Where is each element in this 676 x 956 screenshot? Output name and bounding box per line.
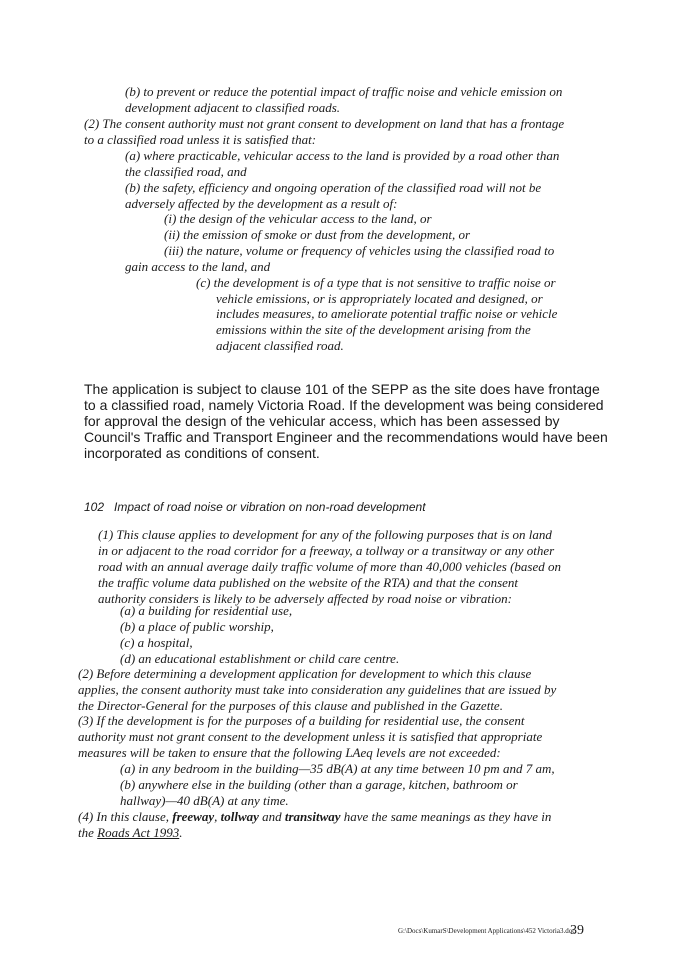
- clause101-p2a-line2: the classified road, and: [125, 164, 247, 179]
- clause101-b-line1: (b) to prevent or reduce the potential impact of traffic noise and vehicle emission on: [125, 84, 563, 99]
- clause101-p2c-line5: adjacent classified road.: [216, 338, 344, 353]
- term-transitway: transitway: [284, 809, 341, 824]
- clause101-p2a-line1: (a) where practicable, vehicular access to the land is provided by a road other than: [125, 148, 560, 163]
- p4-sep2: and: [258, 809, 285, 824]
- p4-post: have the same meanings as they have in: [340, 809, 552, 824]
- p4-line2-post: .: [179, 825, 183, 840]
- p4-sep1: ,: [214, 809, 221, 824]
- clause101-p2b-i: (i) the design of the vehicular access to the land, or: [164, 211, 432, 226]
- clause102-p1d: (d) an educational establishment or child care centre.: [120, 651, 400, 666]
- term-freeway: freeway: [172, 809, 215, 824]
- clause102-p4-line2: [78, 825, 182, 841]
- p4-line2-pre: the: [78, 825, 98, 840]
- assessment-line2: to a classified road, namely Victoria Road. If the development was being considered: [84, 397, 604, 413]
- clause102-p1b: (b) a place of public worship,: [120, 619, 274, 634]
- clause102-p3a: (a) in any bedroom in the building—35 dB(A) at any time between 10 pm and 7 am,: [120, 761, 555, 776]
- assessment-line4: Council's Traffic and Transport Engineer and the recommendations would have been: [84, 429, 608, 445]
- clause102-p1c: (c) a hospital,: [120, 635, 193, 650]
- clause102-p1-line5: authority considers is likely to be adversely affected by road noise or vibration:: [98, 591, 512, 606]
- assessment-line1: The application is subject to clause 101 of the SEPP as the site does have frontage: [84, 381, 600, 397]
- clause102-p2-line2: applies, the consent authority must take into consideration any guidelines that are issued by: [78, 682, 557, 697]
- clause102-p4-line1: [78, 809, 551, 825]
- p4-pre: (4) In this clause,: [78, 809, 173, 824]
- clause102-p1-line2: in or adjacent to the road corridor for a freeway, a tollway or a transitway or any other: [98, 543, 555, 558]
- footer-file-path: G:\Docs\KumarS\Development Applications\452 Victoria3.doc: [398, 927, 576, 935]
- clause101-p2c-line4: emissions within the site of the development arising from the: [216, 322, 531, 337]
- clause102-p1-line1: (1) This clause applies to development for any of the following purposes that is on land: [98, 527, 552, 542]
- clause102-p3-line2: authority must not grant consent to the development unless it is satisfied that appropriate: [78, 729, 543, 744]
- term-tollway: tollway: [220, 809, 259, 824]
- assessment-line5: incorporated as conditions of consent.: [84, 445, 320, 461]
- clause102-p3-line3: measures will be taken to ensure that the following LAeq levels are not exceeded:: [78, 745, 501, 760]
- clause102-heading: 102 Impact of road noise or vibration on non-road development: [84, 500, 426, 514]
- roads-act-link[interactable]: Roads Act 1993: [97, 825, 180, 840]
- clause101-p2-line1: (2) The consent authority must not grant consent to development on land that has a frontage: [84, 116, 565, 131]
- clause101-p2c-line3: includes measures, to ameliorate potential traffic noise or vehicle: [216, 306, 558, 321]
- clause102-p1a: (a) a building for residential use,: [120, 603, 293, 618]
- assessment-line3: for approval the design of the vehicular access, which has been assessed by: [84, 413, 560, 429]
- clause101-p2b-ii: (ii) the emission of smoke or dust from the development, or: [164, 227, 471, 242]
- clause101-p2c-line1: (c) the development is of a type that is not sensitive to traffic noise or: [196, 275, 556, 290]
- clause102-p2-line1: (2) Before determining a development application for development to which this clause: [78, 666, 532, 681]
- clause101-p2b-line2: adversely affected by the development as a result of:: [125, 196, 398, 211]
- clause102-p1-line4: the traffic volume data published on the website of the RTA) and that the consent: [98, 575, 519, 590]
- clause101-b-line2: development adjacent to classified roads.: [125, 100, 341, 115]
- clause101-p2-line2: to a classified road unless it is satisfied that:: [84, 132, 317, 147]
- clause101-p2b-iii-line1: (iii) the nature, volume or frequency of vehicles using the classified road to: [164, 243, 555, 258]
- clause102-p3-line1: (3) If the development is for the purposes of a building for residential use, the consent: [78, 713, 525, 728]
- clause102-p1-line3: road with an annual average daily traffic volume of more than 40,000 vehicles (based on: [98, 559, 561, 574]
- clause101-p2b-line1: (b) the safety, efficiency and ongoing operation of the classified road will not be: [125, 180, 542, 195]
- clause101-p2b-iii-line2: gain access to the land, and: [125, 259, 271, 274]
- clause102-p3b-line2: hallway)—40 dB(A) at any time.: [120, 793, 289, 808]
- page-number: 39: [570, 923, 584, 938]
- clause101-p2c-line2: vehicle emissions, or is appropriately located and designed, or: [216, 291, 543, 306]
- clause102-p3b-line1: (b) anywhere else in the building (other than a garage, kitchen, bathroom or: [120, 777, 518, 792]
- clause102-p2-line3: the Director-General for the purposes of this clause and published in the Gazette.: [78, 698, 503, 713]
